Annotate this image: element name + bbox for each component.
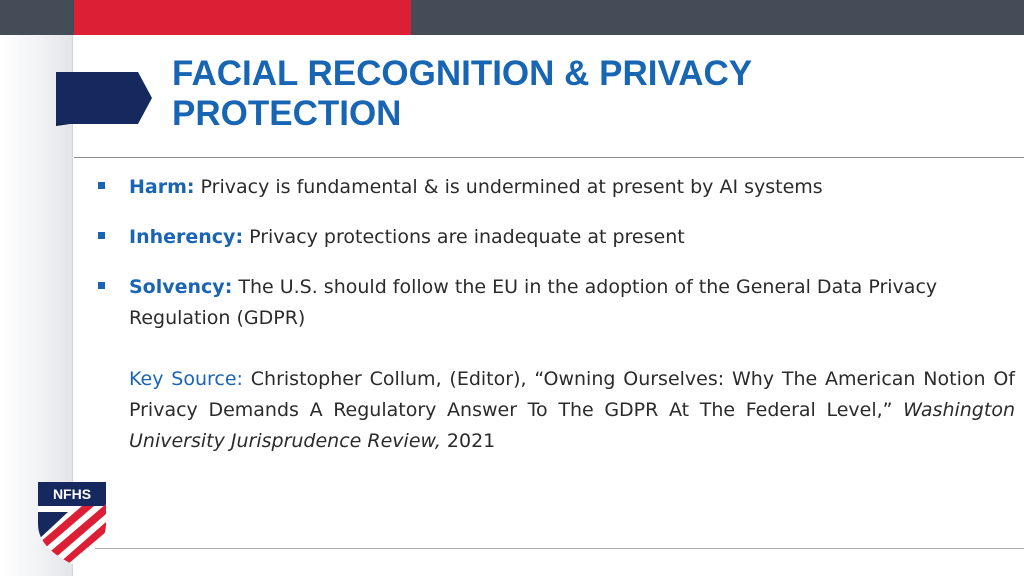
top-bar [0, 0, 1024, 35]
title-divider [74, 157, 1024, 158]
bullet-square-icon [98, 282, 105, 289]
slide-title: FACIAL RECOGNITION & PRIVACY PROTECTION [172, 54, 752, 133]
nfhs-logo-icon [38, 482, 106, 564]
bullet-square-icon [98, 232, 105, 239]
bullet-text: Privacy is fundamental & is undermined at present by AI systems [200, 176, 823, 198]
bullet-label: Solvency: [129, 276, 233, 298]
key-source-year: 2021 [446, 430, 496, 452]
bullet-list [96, 172, 1006, 353]
bullet-text: Privacy protections are inadequate at present [249, 226, 685, 248]
key-source-text: Christopher Collum, (Editor), “Owning Ourselves: Why The American Notion Of Privacy Demands A Regulatory Answer To The GDPR At The Federal Level,” [129, 368, 1015, 421]
bullet-solvency [96, 272, 1006, 334]
key-source-citation [129, 364, 1015, 457]
key-source-label: Key Source: [129, 368, 243, 390]
bullet-label: Inherency: [129, 226, 244, 248]
top-bar-red-accent [74, 0, 411, 35]
bullet-inherency [96, 222, 1006, 253]
key-source-journal: Washington University Jurisprudence Review, [129, 399, 1015, 452]
footer-divider [74, 548, 1024, 549]
bullet-text: The U.S. should follow the EU in the adoption of the General Data Privacy Regulation (GDPR) [129, 276, 938, 329]
logo-text: NFHS [52, 486, 92, 502]
title-arrow-icon [56, 72, 156, 128]
bullet-square-icon [98, 182, 105, 189]
bullet-harm [96, 172, 1006, 203]
bullet-label: Harm: [129, 176, 195, 198]
